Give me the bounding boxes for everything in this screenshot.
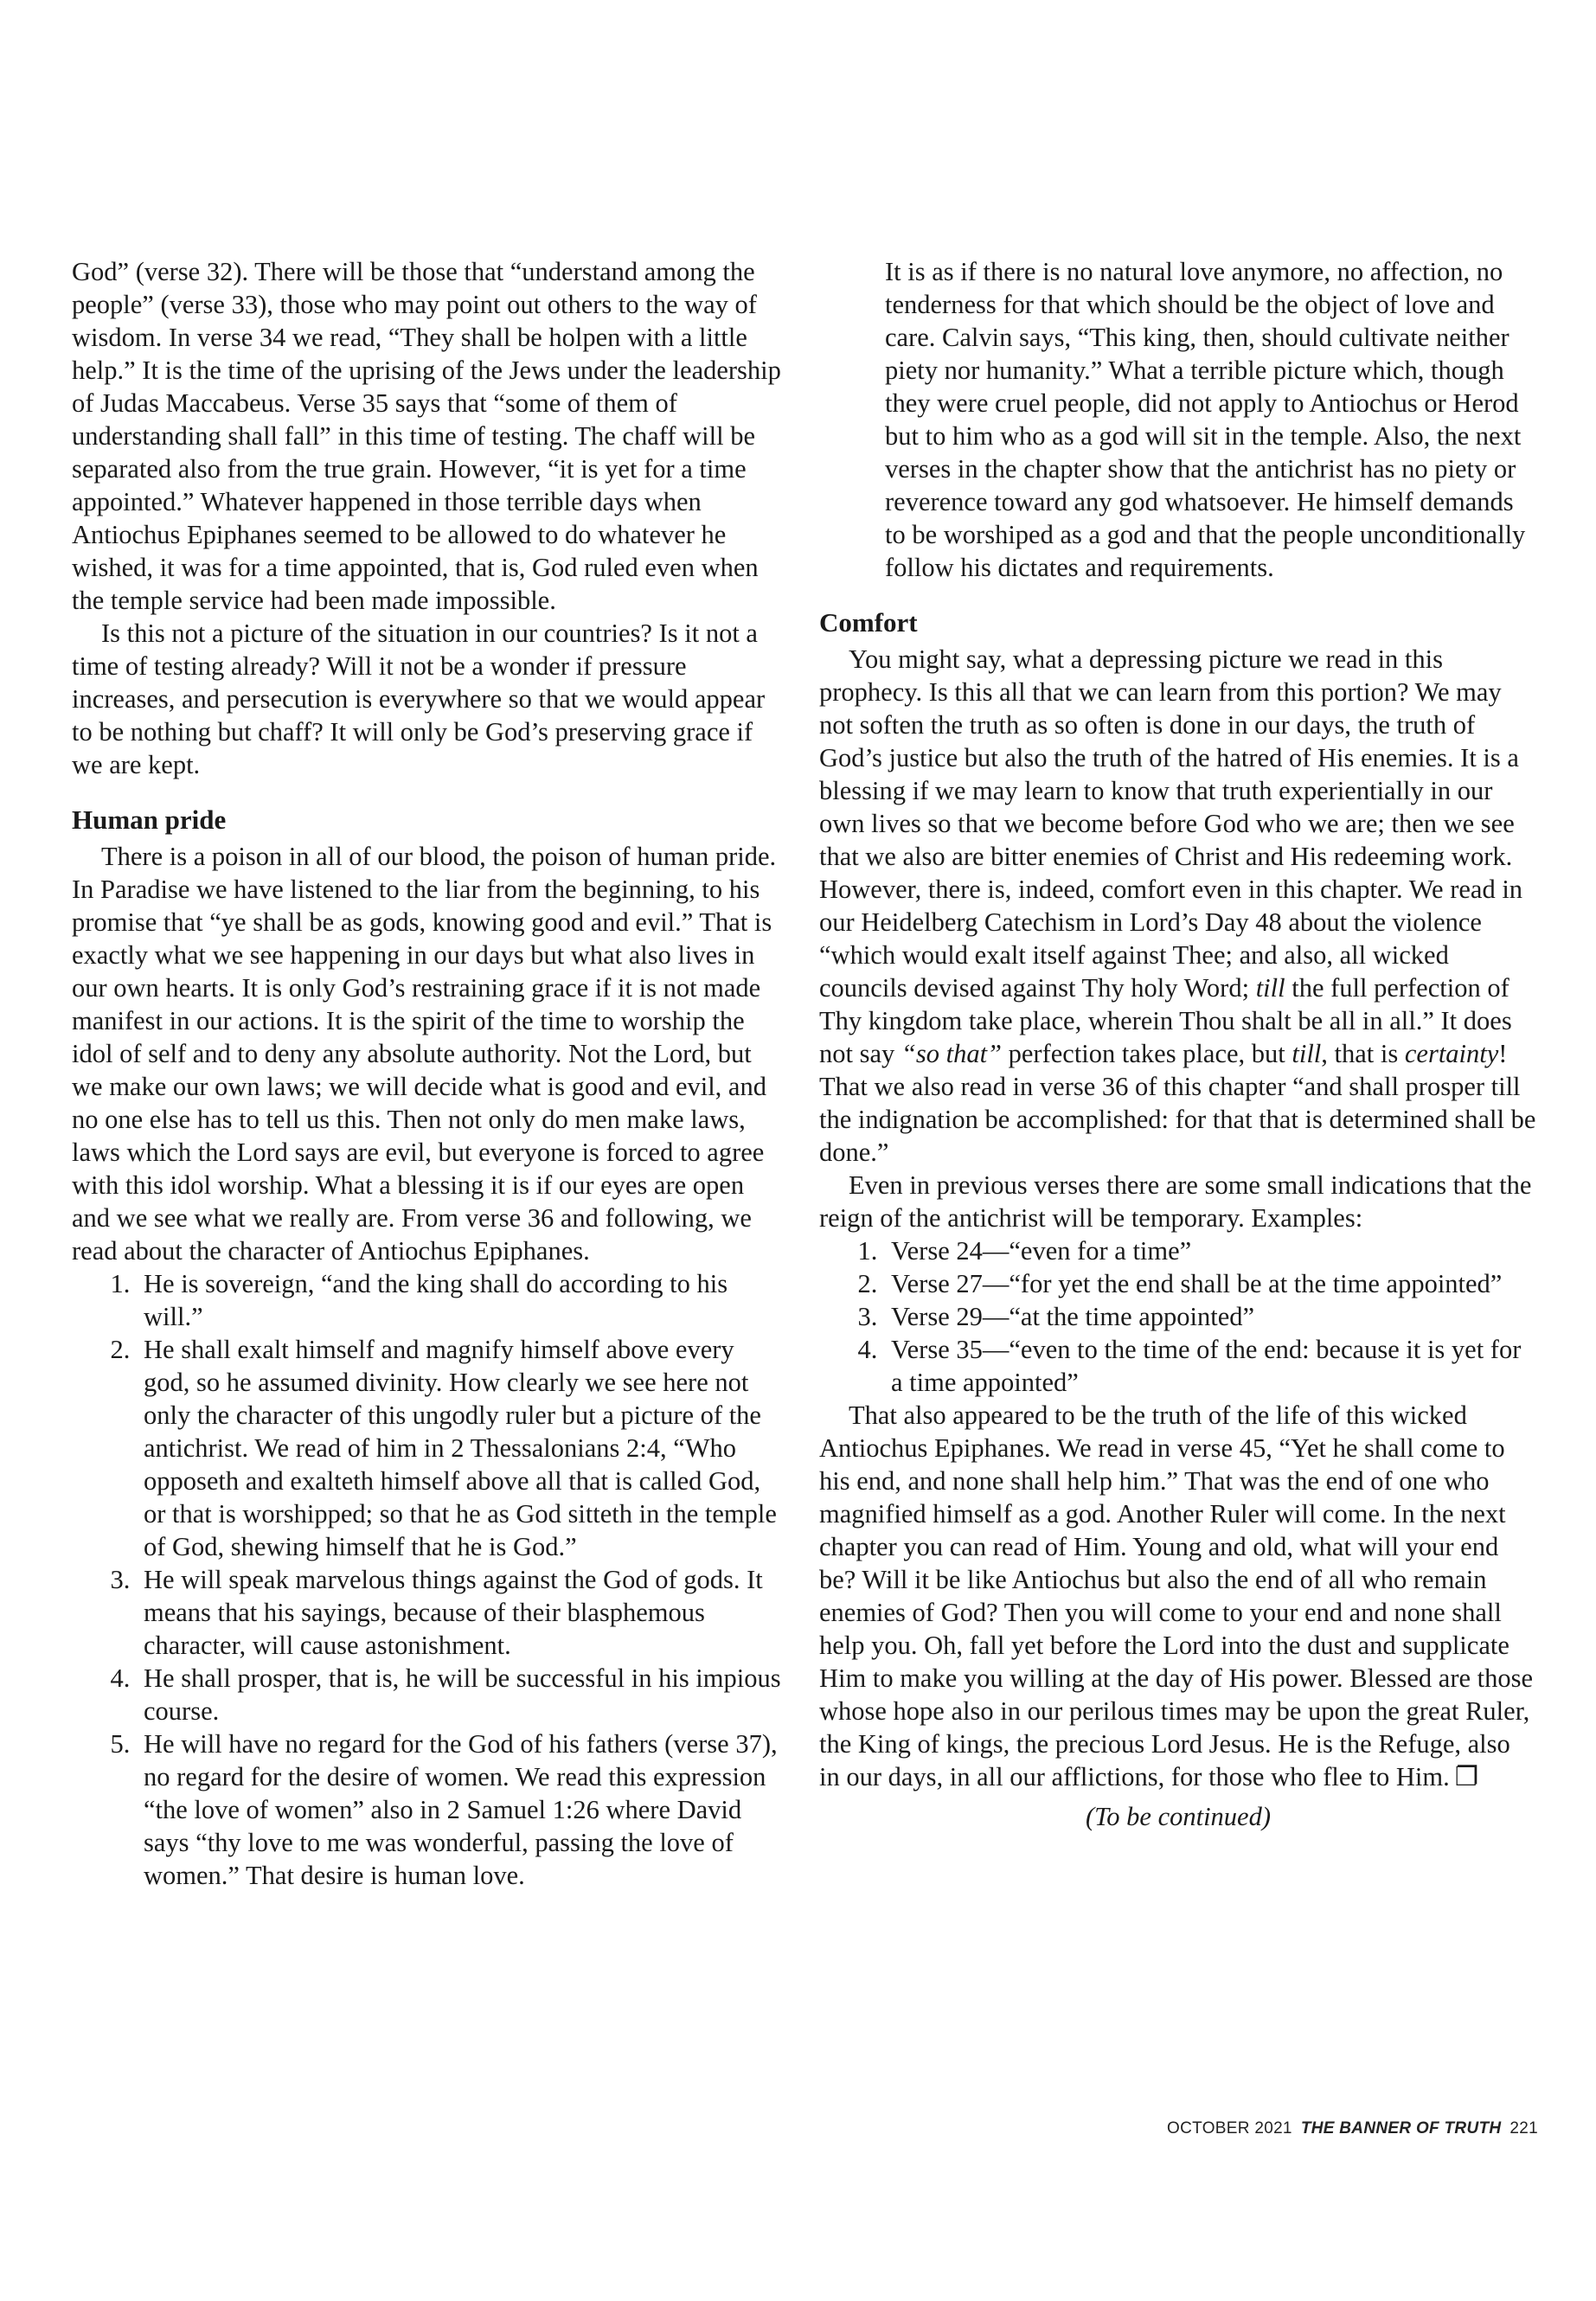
text-run: That also appeared to be the truth of the life of this wicked Antiochus Epiphanes. We read in verse 45, “Yet he shall come to his end, and none shall help him.” That was the end of one who magnified himself as a god. Another Ruler will come. In the next chapter you can read of Him. Young and old, what will your end be? Will it be like Antiochus but also the end of all who remain enemies of God? Then you will come to your end and none shall help you. Oh, fall yet before the Lord into the dust and supplicate Him to make you willing at the day of His power. Blessed are those whose hope also in our perilous times may be upon the great Ruler, the King of kings, the precious Lord Jesus. He is the Refuge, also in our days, in all our afflictions, for those who flee to Him.: [819, 1400, 1534, 1791]
paragraph: God” (verse 32). There will be those that “understand among the people” (verse 33), those who may point out others to the way of wisdom. In verse 34 we read, “They shall be holpen with a little help.” It is the time of the uprising of the Jews under the leadership of Judas Maccabeus. Verse 35 says that “some of them of understanding shall fall” in this time of testing. The chaff will be separated also from the true grain. However, “it is yet for a time appointed.” Whatever happened in those terrible days when Antiochus Epiphanes seemed to be allowed to do whatever he wished, it was for a time appointed, that is, God ruled even when the temple service had been made impossible.: [72, 257, 781, 615]
paragraph: [819, 643, 1537, 1169]
examples-list: [819, 1234, 1537, 1399]
paragraph: It is as if there is no natural love anymore, no affection, no tenderness for that which should be the object of love and care. Calvin says, “This king, then, should cultivate neither piety nor humanity.” What a terrible picture which, though they were cruel people, did not apply to Antiochus or Herod but to him who as a god will sit in the temple. Also, the next verses in the chapter show that the antichrist has no piety or reverence toward any god whatsoever. He himself demands to be worshiped as a god and that the people unconditionally follow his dictates and requirements.: [885, 257, 1526, 582]
text-run: , that is: [1321, 1039, 1405, 1068]
emphasis: “so that”: [901, 1039, 1003, 1068]
to-be-continued: (To be continued): [1085, 1802, 1272, 1831]
emphasis: certainty: [1404, 1039, 1499, 1068]
paragraph: There is a poison in all of our blood, the poison of human pride. In Paradise we have listened to the liar from the beginning, to his promise that “ye shall be as gods, knowing good and evil.” That is exactly what we see happening in our days but what also lives in our own hearts. It is only God’s restraining grace if it is not made manifest in our actions. It is the spirit of the time to worship the idol of self and to deny any absolute authority. Not the Lord, but we make our own laws; we will decide what is good and evil, and no one else has to tell us this. Then not only do men make laws, laws which the Lord says are evil, but everyone is forced to agree with this idol worship. What a blessing it is if our eyes are open and we see what we really are. From verse 36 and following, we read about the character of Antiochus Epiphanes.: [72, 842, 777, 1266]
magazine-title: THE BANNER OF TRUTH: [1300, 2119, 1502, 2138]
list-item: 2. He shall exalt himself and magnify himself above every god, so he assumed divinity. How clearly we see here not only the character of this ungodly ruler but a picture of the antichrist. We read of him in 2 Thessalonians 2:4, “Who opposeth and exalteth himself above all that is called God, or that is worshipped; so that he as God sitteth in the temple of God, shewing himself that he is God.”: [137, 1333, 783, 1563]
text-run: the full perfection of Thy kingdom take place, wherein Thou shalt be all in all.” It does not say: [819, 973, 1512, 1068]
left-column: [72, 255, 783, 1892]
list-item: 2. Verse 27—“for yet the end shall be at the time appointed”: [884, 1267, 1537, 1300]
list-item: 1. He is sovereign, “and the king shall do according to his will.”: [137, 1267, 783, 1333]
list-item: 4. He shall prosper, that is, he will be successful in his impious course.: [137, 1662, 783, 1727]
section-heading-human-pride: Human pride: [72, 804, 227, 835]
paragraph: Is this not a picture of the situation in our countries? Is it not a time of testing already? Will it not be a wonder if pressure increases, and persecution is everywhere so that we would appear to be nothing but chaff? It will only be God’s preserving grace if we are kept.: [72, 619, 766, 779]
list-item: 5. He will have no regard for the God of his fathers (verse 37), no regard for the desire of women. We read this expression “the love of women” also in 2 Samuel 1:26 where David says “thy love to me was wonderful, passing the love of women.” That desire is human love.: [137, 1727, 783, 1892]
text-run: ! That we also read in verse 36 of this chapter “and shall prosper till the indignation be accomplished: for that that is determined shall be done.”: [819, 1039, 1536, 1167]
page-footer: [1167, 2119, 1538, 2138]
emphasis: till: [1292, 1039, 1322, 1068]
section-heading-comfort: Comfort: [819, 607, 918, 638]
page-number: 221: [1509, 2119, 1538, 2138]
emphasis: till: [1255, 973, 1285, 1003]
list-item: 3. He will speak marvelous things against the God of gods. It means that his sayings, because of their blasphemous character, will cause astonishment.: [137, 1563, 783, 1662]
characteristics-list: [72, 1267, 783, 1892]
list-item: 1. Verse 24—“even for a time”: [884, 1234, 1537, 1267]
right-column: [819, 255, 1537, 1833]
end-mark-icon: ❐: [1454, 1762, 1479, 1791]
issue-date: OCTOBER 2021: [1167, 2119, 1292, 2138]
list-item: 4. Verse 35—“even to the time of the end: because it is yet for a time appointed”: [884, 1333, 1537, 1399]
text-run: perfection takes place, but: [1002, 1039, 1292, 1068]
paragraph: [819, 1399, 1537, 1793]
text-run: You might say, what a depressing picture we read in this prophecy. Is this all that we can learn from this portion? We may not soften the truth as so often is done in our days, the truth of God’s justice but also the truth of the hatred of His enemies. It is a blessing if we may learn to know that truth experientially in our own lives so that we become before God who we are; then we see that we also are bitter enemies of Christ and His redeeming work. However, there is, indeed, comfort even in this chapter. We read in our Heidelberg Catechism in Lord’s Day 48 about the violence “which would exalt itself against Thee; and also, all wicked councils devised against Thy holy Word;: [819, 644, 1523, 1003]
paragraph: Even in previous verses there are some small indications that the reign of the antichrist will be temporary. Examples:: [819, 1170, 1532, 1233]
list-item: 3. Verse 29—“at the time appointed”: [884, 1300, 1537, 1333]
